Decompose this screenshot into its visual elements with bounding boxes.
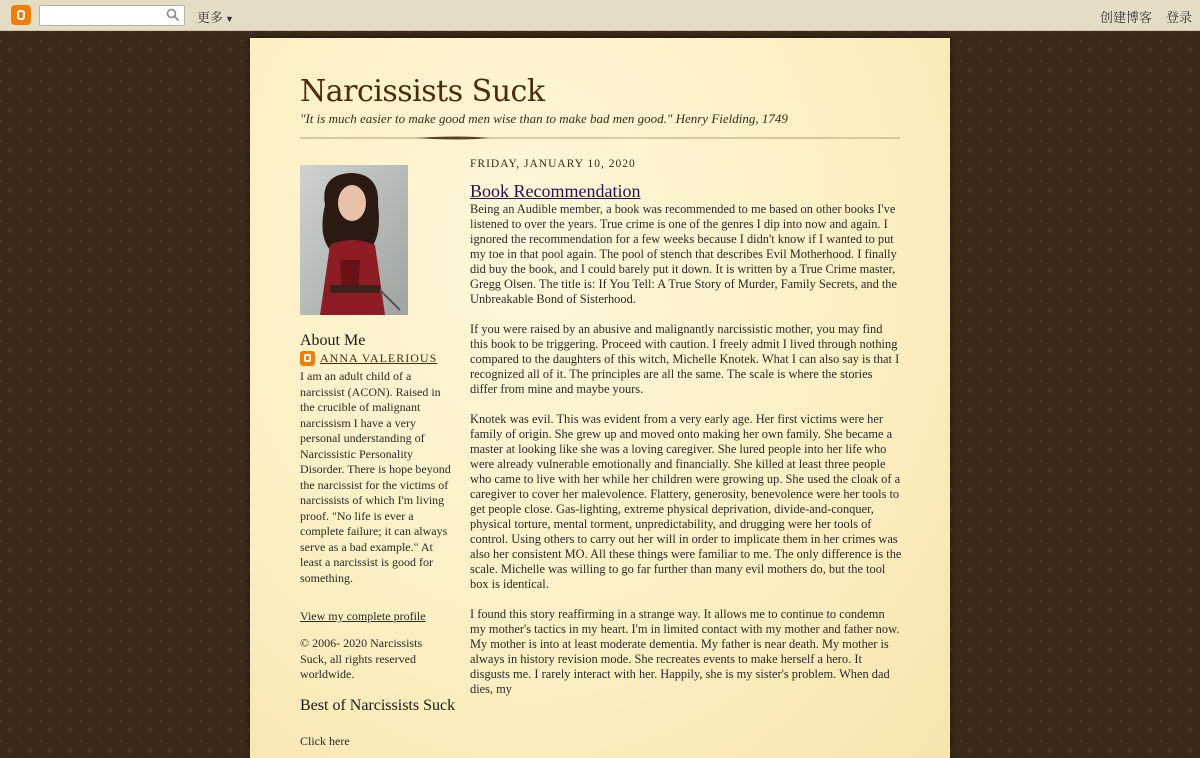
profile-photo[interactable] — [300, 165, 408, 315]
blog-page — [250, 38, 950, 758]
login-link[interactable]: 登录 — [1166, 10, 1193, 25]
search-icon[interactable] — [166, 8, 180, 22]
best-of-heading: Best of Narcissists Suck — [300, 697, 456, 714]
post-title-link[interactable]: Book Recommendation — [470, 181, 641, 201]
about-me-heading: About Me — [300, 332, 366, 349]
blogger-navbar — [0, 0, 1200, 31]
post-paragraph: I found this story reaffirming in a strange way. It allows me to continue to condemn my mother's tactics in my heart. I'm in limited contact with my mother and father now. My mother is into at least moderate dementia. My father is near death. My mother is always in history revision mode. She recreates events to make herself a hero. It disgusts me. I rarely interact with her. Happily, she is my sister's problem. When dad dies, my — [470, 607, 900, 696]
create-blog-link[interactable]: 创建博客 — [1100, 10, 1153, 25]
copyright-text: © 2006- 2020 Narcissists Suck, all rights reserved worldwide. — [300, 636, 423, 681]
profile-name-link[interactable]: ANNA VALERIOUS — [320, 351, 438, 365]
post-body — [470, 202, 902, 712]
view-profile-link[interactable]: View my complete profile — [300, 609, 426, 623]
blogger-profile-icon — [300, 351, 315, 366]
header-divider — [300, 135, 900, 141]
blog-title[interactable]: Narcissists Suck — [300, 74, 545, 109]
profile-bio: I am an adult child of a narcissist (ACON). Raised in the crucible of malignant narcissism I have a very personal understanding of Narcissistic Personality Disorder. There is hope beyond the narcissist for the victims of narcissists of which I'm living proof. "No life is ever a complete failure; it can always serve as a bad example." At least a narcissist is good for something. — [300, 369, 451, 585]
post-paragraph: Being an Audible member, a book was recommended to me based on other books I've listened to over the years. True crime is one of the genres I dip into now and again. I ignored the recommendation for a few weeks because I didn't know if I wanted to put my toe in that pool again. The pool of stench that describes Evil Motherhood. I finally did buy the book, and I could barely put it down. It is written by a True Crime master, Gregg Olsen. The title is: If You Tell: A True Story of Murder, Family Secrets, and the Unbreakable Bond of Sisterhood. — [470, 202, 898, 306]
post-paragraph: If you were raised by an abusive and malignantly narcissistic mother, you may find this book to be triggering. Proceed with caution. I freely admit I lived through nothing compared to the daughters of this witch, Michelle Knotek. What I can also say is that I recognized all of it. The principles are all the same. The scale is where the stories differ from mine and maybe yours. — [470, 322, 900, 396]
blog-tagline: "It is much easier to make good men wise than to make bad men good." Henry Fielding, 1749 — [300, 111, 788, 126]
search-input[interactable] — [39, 5, 185, 26]
post-date: FRIDAY, JANUARY 10, 2020 — [470, 158, 636, 170]
click-here-link[interactable]: Click here — [300, 734, 350, 748]
more-menu-button[interactable] — [197, 7, 234, 26]
chevron-down-icon: ▼ — [225, 14, 234, 24]
blogger-logo-icon[interactable] — [11, 5, 31, 25]
more-menu-label: 更多 — [197, 10, 224, 25]
post-paragraph: Knotek was evil. This was evident from a very early age. Her first victims were her family of origin. She grew up and moved onto making her own family. She became a master at looking like she was a loving caregiver. She lured people into her life who were already vulnerable emotionally and financially. She killed at least three people who came to live with her while her children were growing up. She used the cloak of a caregiver to cover her malevolence. Flattery, generosity, benevolence were her tools to get people close. Gas-lighting, extreme physical deprivation, divide-and-conquer, physical torture, mental torment, unpredictability, and drugging were her tools of control. Using others to carry out her will in order to implicate them in her crimes was also her consistent MO. All these things were familiar to me. The only difference is the scale. Michelle was willing to go far further than many evil mothers do, but the tool box is identical. — [470, 412, 902, 591]
